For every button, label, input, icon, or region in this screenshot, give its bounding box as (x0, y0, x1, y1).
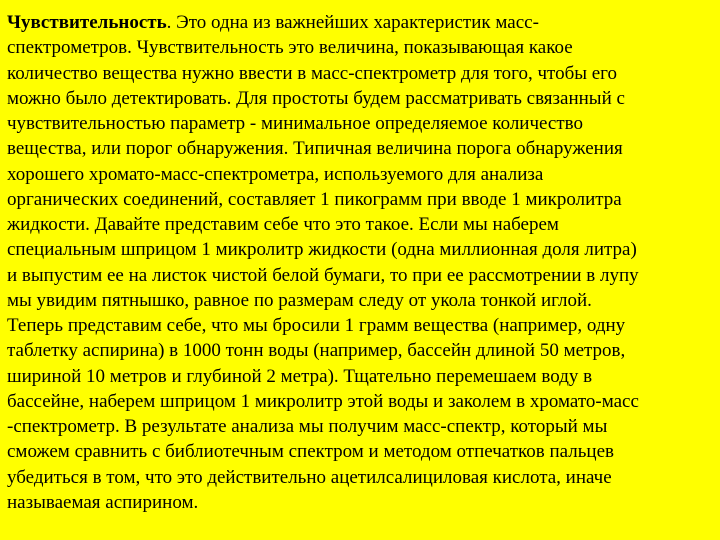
text-line: органических соединений, составляет 1 пикограмм при вводе 1 микролитра (7, 188, 622, 210)
body-paragraph (7, 10, 713, 515)
text-line: бассейне, наберем шприцом 1 микролитр этой воды и заколем в хромато-масс (7, 390, 639, 412)
text-line: жидкости. Давайте представим себе что это такое. Если мы наберем (7, 214, 559, 235)
text-line: убедиться в том, что это действительно ацетилсалициловая кислота, иначе (7, 466, 612, 488)
text-line: -спектрометр. В результате анализа мы получим масс-спектр, который мы (7, 416, 608, 437)
text-line: можно было детектировать. Для простоты будем рассматривать связанный с (7, 87, 625, 109)
text-line: специальным шприцом 1 микролитр жидкости (одна миллионная доля литра) (7, 239, 637, 261)
text-line: спектрометров. Чувствительность это величина, показывающая какое (7, 37, 573, 59)
text-line (7, 10, 713, 35)
text-line: таблетку аспирина) в 1000 тонн воды (например, бассейн длиной 50 метров, (7, 340, 626, 362)
defined-term: Чувствительность (7, 12, 167, 33)
text-line: хорошего хромато-масс-спектрометра, используемого для анализа (7, 163, 544, 185)
text-line: чувствительностью параметр - минимальное определяемое количество (7, 113, 584, 134)
text-line-rest: . Это одна из важнейших характеристик масс- (166, 12, 539, 33)
text-line: и выпустим ее на листок чистой белой бумаги, то при ее рассмотрении в лупу (7, 264, 639, 286)
text-line: мы увидим пятнышко, равное по размерам следу от укола тонкой иглой. (7, 289, 592, 311)
text-line: называемая аспирином. (7, 491, 199, 513)
text-line: количество вещества нужно ввести в масс-спектрометр для того, чтобы его (7, 62, 618, 84)
text-line: шириной 10 метров и глубиной 2 метра). Тщательно перемешаем воду в (7, 365, 593, 387)
text-line: сможем сравнить с библиотечным спектром и методом отпечатков пальцев (7, 441, 614, 463)
text-line: Теперь представим себе, что мы бросили 1 грамм вещества (например, одну (7, 315, 626, 336)
text-line: вещества, или порог обнаружения. Типичная величина порога обнаружения (7, 138, 623, 160)
